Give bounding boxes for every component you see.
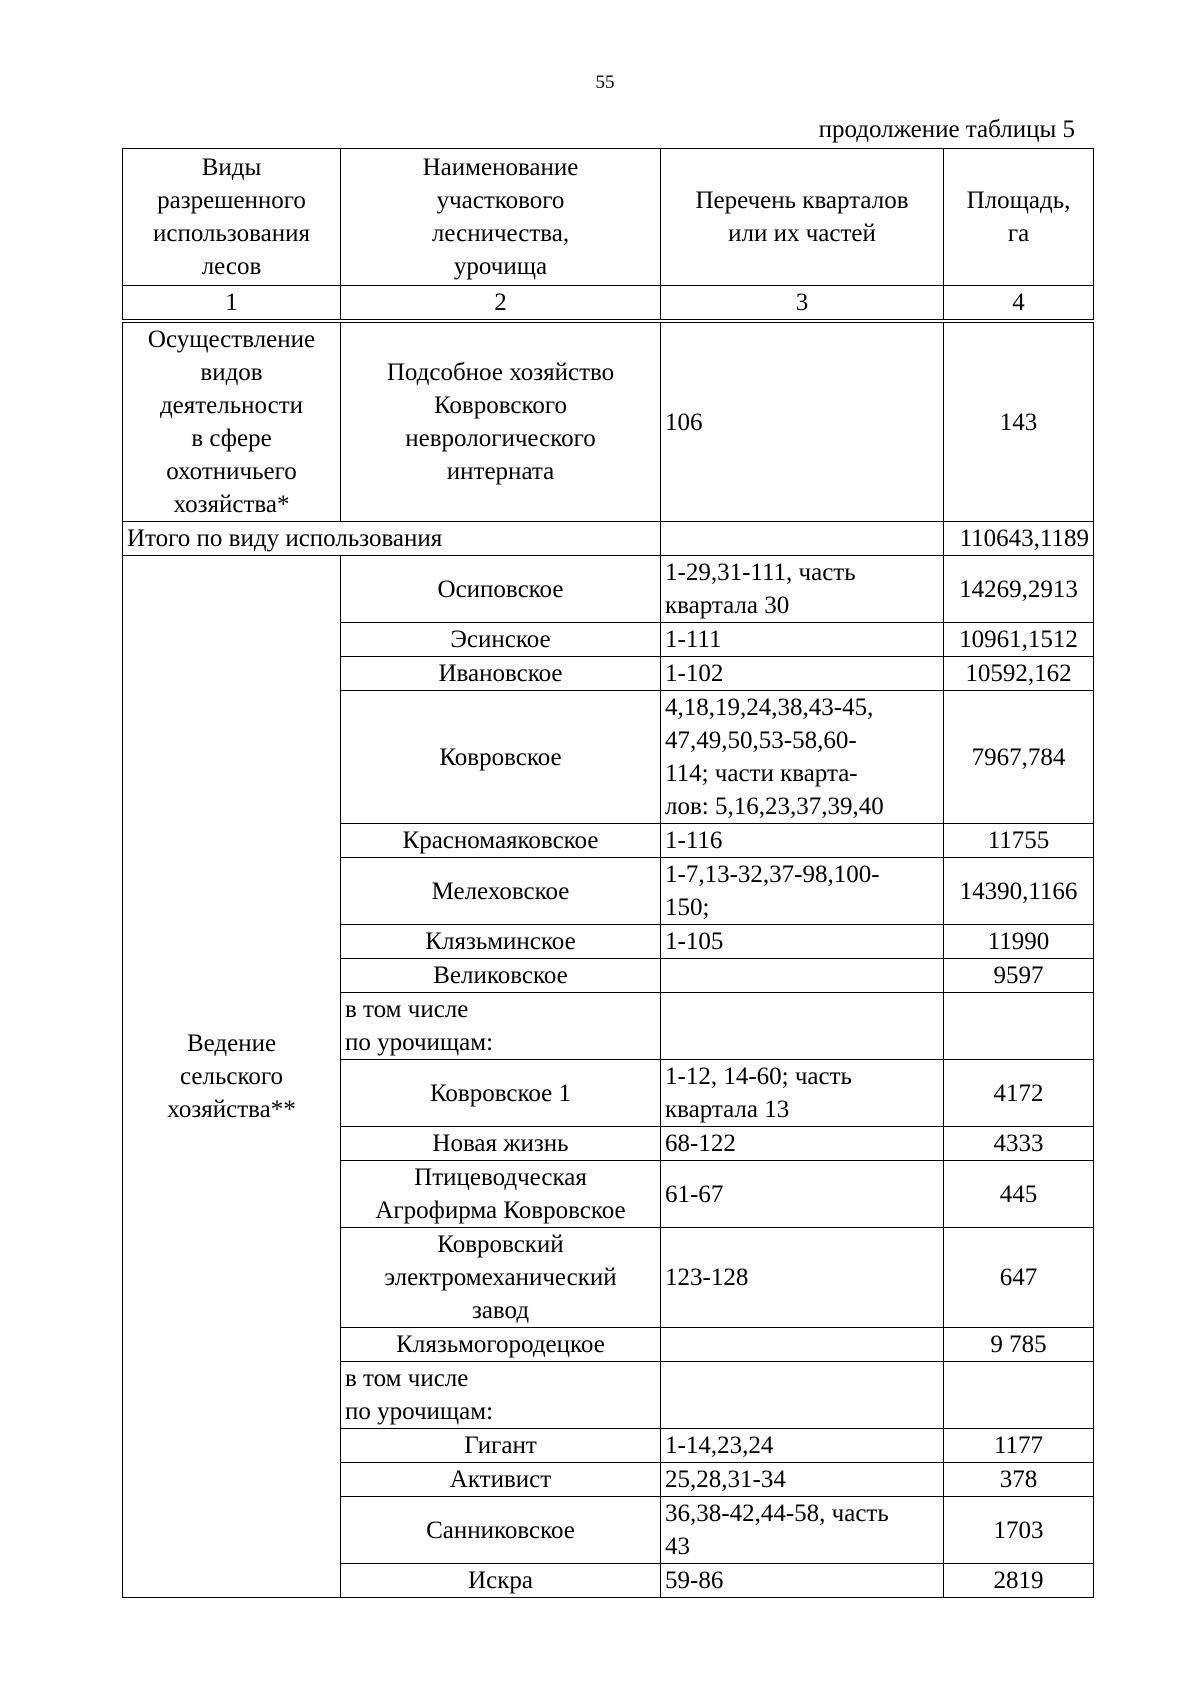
forestry-name: [341, 556, 661, 623]
forestry-name: [341, 1060, 661, 1127]
header-line: разрешенного: [157, 187, 306, 214]
column-number: 2: [341, 286, 661, 322]
quarters-list: [661, 1362, 944, 1429]
hunting-quarters: 106: [661, 321, 944, 522]
area-value: 4333: [944, 1127, 1094, 1161]
quarters-list: [661, 925, 944, 959]
cell-line: по урочищам:: [345, 1398, 494, 1425]
area-value: 378: [944, 1463, 1094, 1497]
area-value: 445: [944, 1161, 1094, 1228]
cell-line: 1-29,31-111, часть: [665, 559, 856, 586]
forestry-name: [341, 691, 661, 824]
header-line: га: [1007, 220, 1030, 247]
area-value: 1177: [944, 1429, 1094, 1463]
quarters-list: [661, 824, 944, 858]
forestry-name: [341, 1127, 661, 1161]
cell-line: 68-122: [665, 1130, 736, 1157]
forestry-name: [341, 1161, 661, 1228]
cell-line: хозяйства**: [167, 1096, 296, 1123]
cell-line: завод: [471, 1297, 530, 1324]
cell-line: хозяйства*: [173, 491, 290, 518]
forestry-name: [341, 1497, 661, 1564]
cell-line: Птицеводческая: [414, 1164, 587, 1191]
cell-line: по урочищам:: [345, 1029, 494, 1056]
cell-line: Осиповское: [437, 575, 564, 603]
area-value: 9 785: [944, 1328, 1094, 1362]
cell-line: Ивановское: [438, 660, 563, 687]
header-line: лесничества,: [431, 220, 570, 247]
quarters-list: [661, 959, 944, 993]
quarters-list: [661, 1060, 944, 1127]
cell-line: Мелеховское: [431, 877, 570, 905]
cell-line: Осуществление: [147, 326, 316, 353]
forestry-name: [341, 993, 661, 1060]
cell-line: 1-116: [665, 827, 723, 854]
header-line: Площадь,: [966, 187, 1071, 214]
cell-line: 61-67: [665, 1180, 724, 1208]
cell-line: 43: [665, 1533, 690, 1560]
forest-use-table: [122, 148, 1094, 1598]
cell-line: Ведение: [186, 1030, 277, 1057]
cell-line: охотничьего: [166, 458, 297, 485]
area-value: [944, 993, 1094, 1060]
area-value: 10592,162: [944, 657, 1094, 691]
header-line: урочища: [453, 253, 548, 280]
cell-line: Агрофирма Ковровское: [375, 1197, 626, 1224]
forestry-name: [341, 1429, 661, 1463]
cell-line: электромеханический: [384, 1264, 617, 1291]
cell-line: 1-105: [665, 928, 724, 955]
header-line: Перечень кварталов: [695, 187, 909, 214]
quarters-list: [661, 1228, 944, 1328]
cell-line: Клязьмогородецкое: [396, 1331, 605, 1358]
cell-line: 150;: [665, 894, 710, 921]
cell-line: 1-7,13-32,37-98,100-: [665, 861, 880, 888]
area-value: 14390,1166: [944, 858, 1094, 925]
cell-line: Великовское: [433, 962, 568, 989]
quarters-list: [661, 1328, 944, 1362]
header-area: [944, 149, 1094, 286]
forestry-name: [341, 824, 661, 858]
area-value: 647: [944, 1228, 1094, 1328]
header-line: или их частей: [728, 220, 876, 247]
cell-line: Ковровское 1: [429, 1079, 571, 1107]
cell-line: квартала 30: [665, 592, 790, 619]
cell-line: Искра: [468, 1567, 533, 1594]
cell-line: Красномаяковское: [402, 827, 599, 854]
column-number: 3: [661, 286, 944, 322]
cell-line: 25,28,31-34: [665, 1466, 786, 1493]
header-quarters: [661, 149, 944, 286]
area-value: [944, 1362, 1094, 1429]
quarters-list: [661, 556, 944, 623]
quarters-list: [661, 993, 944, 1060]
total-quarters: [661, 522, 944, 556]
cell-line: Эсинское: [450, 626, 551, 653]
table-row: [123, 556, 1094, 623]
cell-line: деятельности: [159, 392, 304, 419]
cell-line: 123-128: [665, 1264, 749, 1291]
header-line: использования: [153, 220, 310, 247]
area-value: 11755: [944, 824, 1094, 858]
forestry-name: [341, 1228, 661, 1328]
hunting-row: [123, 321, 1094, 522]
header-line: лесов: [201, 253, 262, 280]
cell-line: сельского: [180, 1063, 283, 1090]
cell-line: 1-12, 14-60; часть: [665, 1063, 852, 1090]
forestry-name: [341, 858, 661, 925]
quarters-list: [661, 1161, 944, 1228]
header-row: [123, 149, 1094, 286]
cell-line: в том числе: [345, 1365, 469, 1392]
page-number: 55: [595, 72, 615, 93]
hunting-use-type: [123, 321, 341, 522]
cell-line: Активист: [449, 1466, 552, 1493]
total-label: Итого по виду использования: [123, 522, 661, 556]
quarters-list: [661, 657, 944, 691]
quarters-list: [661, 858, 944, 925]
column-number: 4: [944, 286, 1094, 322]
quarters-list: [661, 623, 944, 657]
column-number: 1: [123, 286, 341, 322]
cell-line: в том числе: [345, 996, 469, 1023]
cell-line: квартала 13: [665, 1096, 790, 1123]
forestry-name: [341, 1564, 661, 1598]
header-line: Наименование: [422, 154, 579, 181]
cell-line: 114; части кварта-: [665, 760, 858, 787]
quarters-list: [661, 1429, 944, 1463]
forestry-name: [341, 657, 661, 691]
cell-line: Новая жизнь: [432, 1130, 569, 1157]
hunting-forestry-name: [341, 321, 661, 522]
cell-line: Ковровский: [437, 1231, 564, 1258]
forestry-name: [341, 1463, 661, 1497]
forestry-name: [341, 1328, 661, 1362]
cell-line: неврологического: [405, 425, 596, 452]
forestry-name: [341, 1362, 661, 1429]
table-body: [123, 149, 1094, 1598]
cell-line: видов: [200, 359, 263, 386]
area-value: 7967,784: [944, 691, 1094, 824]
header-forestry-name: [341, 149, 661, 286]
agriculture-use-type: [123, 556, 341, 1598]
total-area: 110643,1189: [944, 522, 1094, 556]
area-value: 10961,1512: [944, 623, 1094, 657]
area-value: 11990: [944, 925, 1094, 959]
area-value: 2819: [944, 1564, 1094, 1598]
cell-line: интерната: [446, 458, 555, 485]
area-value: 14269,2913: [944, 556, 1094, 623]
quarters-list: [661, 1497, 944, 1564]
cell-line: Клязьминское: [425, 928, 576, 955]
cell-line: 36,38-42,44-58, часть: [665, 1500, 889, 1527]
header-line: Виды: [201, 154, 262, 181]
quarters-list: [661, 691, 944, 824]
cell-line: Гигант: [464, 1432, 537, 1459]
cell-line: 1-102: [665, 660, 724, 687]
quarters-list: [661, 1463, 944, 1497]
hunting-area: 143: [944, 321, 1094, 522]
cell-line: 1-111: [665, 626, 722, 653]
cell-line: 59-86: [665, 1567, 724, 1594]
cell-line: лов: 5,16,23,37,39,40: [665, 793, 884, 820]
cell-line: 47,49,50,53-58,60-: [665, 727, 857, 754]
header-use-type: [123, 149, 341, 286]
cell-line: Ковровского: [434, 392, 567, 419]
area-value: 4172: [944, 1060, 1094, 1127]
cell-line: Санниковское: [426, 1516, 575, 1544]
quarters-list: [661, 1127, 944, 1161]
cell-line: 1-14,23,24: [665, 1432, 774, 1459]
cell-line: Ковровское: [439, 743, 562, 771]
area-value: 9597: [944, 959, 1094, 993]
column-number-row: [123, 286, 1094, 322]
cell-line: в сфере: [191, 425, 272, 452]
total-row: [123, 522, 1094, 556]
forestry-name: [341, 959, 661, 993]
forestry-name: [341, 623, 661, 657]
quarters-list: [661, 1564, 944, 1598]
cell-line: Подсобное хозяйство: [386, 359, 615, 386]
cell-line: 4,18,19,24,38,43-45,: [665, 694, 874, 721]
area-value: 1703: [944, 1497, 1094, 1564]
header-line: участкового: [436, 187, 565, 214]
forestry-name: [341, 925, 661, 959]
table-continuation-caption: продолжение таблицы 5: [818, 116, 1075, 143]
